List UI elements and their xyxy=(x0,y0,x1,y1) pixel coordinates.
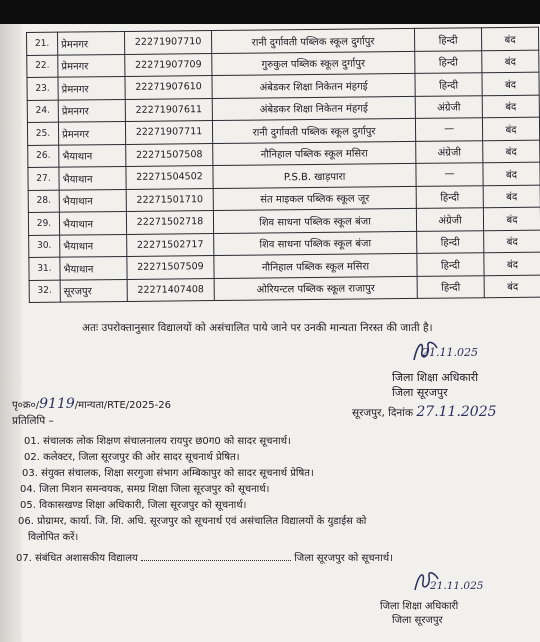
blank-line xyxy=(141,560,291,561)
cell-medium: अंग्रेजी xyxy=(416,208,483,231)
cell-sno: 24. xyxy=(27,100,58,123)
cell-name: P.S.B. खाड़पारा xyxy=(213,163,416,188)
cell-status: बंद xyxy=(483,140,540,163)
cell-medium: हिन्दी xyxy=(415,50,482,73)
cell-sno: 23. xyxy=(27,77,58,100)
copy-item-5: 05. विकासखण्ड शिक्षा अधिकारी, जिला सूरजपुर को सूचनार्थ। xyxy=(20,500,247,511)
copy-item-7-tail: जिला सूरजपुर को सूचनार्थ। xyxy=(294,553,393,564)
officer-district-2: जिला सूरजपुर xyxy=(392,615,443,626)
cell-name: गुरुकुल पब्लिक स्कूल दुर्गापुर xyxy=(212,51,415,76)
table-row xyxy=(29,275,540,303)
cell-name: अंबेडकर शिक्षा निकेतन मंहगई xyxy=(212,96,415,121)
cell-status: बंद xyxy=(482,72,539,95)
cell-medium: हिन्दी xyxy=(417,275,484,298)
cell-name: रानी दुर्गावती पब्लिक स्कूल दुर्गापुर xyxy=(212,118,415,143)
cell-udise: 22271907711 xyxy=(125,121,212,144)
cell-udise: 22271507508 xyxy=(126,143,213,166)
cell-sno: 22. xyxy=(27,55,58,78)
cell-status: बंद xyxy=(483,185,540,208)
cell-udise: 22271907709 xyxy=(125,53,212,76)
signature-date-1: 21.11.025 xyxy=(422,346,478,359)
cell-block: भैयाथान xyxy=(60,256,127,279)
cell-name: अंबेडकर शिक्षा निकेतन मंहगई xyxy=(212,73,415,98)
cell-status: बंद xyxy=(483,207,540,230)
school-table xyxy=(26,27,540,303)
place-date-label: सूरजपुर, दिनांक xyxy=(352,407,414,419)
cell-udise: 22271502718 xyxy=(126,211,213,234)
reference-prefix: पृ०क्र०/ xyxy=(12,400,40,411)
cell-block: भैयाथान xyxy=(60,234,127,257)
cell-name: शिव साधना पब्लिक स्कूल बंजा xyxy=(214,231,417,256)
copy-item-4: 04. जिला मिशन समन्वयक, समग्र शिक्षा जिला सूरजपुर को सूचनार्थ। xyxy=(20,484,270,495)
cell-status: बंद xyxy=(484,230,540,253)
cell-medium: हिन्दी xyxy=(417,230,484,253)
cell-udise: 22271407408 xyxy=(127,278,214,301)
cell-udise: 22271504502 xyxy=(126,166,213,189)
cell-medium: — xyxy=(416,163,483,186)
cell-sno: 25. xyxy=(27,122,58,145)
copy-item-3: 03. संयुक्त संचालक, शिक्षा सरगुजा संभाग अम्बिकापुर को सादर सूचनार्थ प्रेषित। xyxy=(22,468,314,479)
cancellation-statement: अतः उपरोक्तानुसार विद्यालयों को असंचालित पाये जाने पर उनकी मान्यता निरस्त की जाती है। xyxy=(82,322,433,334)
cell-name: ओरियन्टल पब्लिक स्कूल राजापुर xyxy=(214,276,417,301)
cell-name: रानी दुर्गावती पब्लिक स्कूल दुर्गापुर xyxy=(211,28,414,53)
cell-status: बंद xyxy=(482,95,539,118)
cell-sno: 30. xyxy=(29,235,60,258)
cell-medium: अंग्रेजी xyxy=(415,95,482,118)
cell-status: बंद xyxy=(483,162,540,185)
cell-sno: 27. xyxy=(28,167,59,190)
reference-handwritten-number: 9119 xyxy=(39,396,75,412)
cell-sno: 26. xyxy=(28,145,59,168)
cell-name: संत माइकल पब्लिक स्कूल जूर xyxy=(213,186,416,211)
reference-suffix: /मान्यता/RTE/2025-26 xyxy=(74,400,171,411)
cell-udise: 22271507509 xyxy=(127,256,214,279)
officer-designation-1: जिला शिक्षा अधिकारी xyxy=(392,371,479,384)
cell-status: बंद xyxy=(484,275,540,298)
cell-udise: 22271907611 xyxy=(125,98,212,121)
cell-block: प्रेमनगर xyxy=(58,54,125,77)
copy-item-1: 01. संचालक लोक शिक्षण संचालनालय रायपुर छ0ग0 को सादर सूचनार्थ। xyxy=(24,436,291,447)
cell-name: शिव साधना पब्लिक स्कूल बंजा xyxy=(213,208,416,233)
copy-item-6: 06. प्रोग्रामर, कार्या. जि. शि. अधि. सूरजपुर को सूचनार्थ एवं असंचालित विद्यालयों के युडाईस को xyxy=(18,516,367,527)
cell-medium: अंग्रेजी xyxy=(416,140,483,163)
cell-block: प्रेमनगर xyxy=(58,31,125,54)
cell-medium: हिन्दी xyxy=(416,185,483,208)
place-date xyxy=(352,404,497,420)
cell-medium: हिन्दी xyxy=(414,28,481,51)
copy-item-2: 02. कलेक्टर, जिला सूरजपुर की ओर सादर सूचनार्थ प्रेषित। xyxy=(24,452,240,463)
copy-item-7 xyxy=(16,550,393,564)
cell-block: भैयाथान xyxy=(59,189,126,212)
cell-block: भैयाथान xyxy=(59,144,126,167)
cell-name: नौनिहाल पब्लिक स्कूल मसिरा xyxy=(213,141,416,166)
cell-udise: 22271907710 xyxy=(124,31,211,54)
cell-medium: हिन्दी xyxy=(415,73,482,96)
cell-sno: 29. xyxy=(28,212,59,235)
cell-block: प्रेमनगर xyxy=(58,76,125,99)
cell-block: प्रेमनगर xyxy=(58,99,125,122)
cell-block: भैयाथान xyxy=(59,211,126,234)
cell-status: बंद xyxy=(484,252,540,275)
officer-district-1: जिला सूरजपुर xyxy=(392,386,448,399)
officer-designation-2: जिला शिक्षा अधिकारी xyxy=(380,601,459,612)
cell-udise: 22271907610 xyxy=(125,76,212,99)
cell-sno: 32. xyxy=(29,280,60,303)
cell-status: बंद xyxy=(482,50,539,73)
cell-status: बंद xyxy=(482,117,539,140)
cell-medium: — xyxy=(415,118,482,141)
cell-block: प्रेमनगर xyxy=(58,121,125,144)
cell-name: नौनिहाल पब्लिक स्कूल मसिरा xyxy=(214,253,417,278)
cell-sno: 28. xyxy=(28,190,59,213)
cell-status: बंद xyxy=(481,27,538,50)
cell-block: भैयाथान xyxy=(59,166,126,189)
copy-item-7-text: 07. संबंधित अशासकीय विद्यालय xyxy=(16,553,138,564)
cell-block: सूरजपुर xyxy=(60,279,127,302)
copy-item-6-cont: विलोपित करें। xyxy=(28,532,79,543)
copy-to-label: प्रतिलिपि – xyxy=(12,415,54,427)
reference-number xyxy=(12,396,171,412)
cell-sno: 31. xyxy=(29,257,60,280)
handwritten-date: 27.11.2025 xyxy=(416,404,497,420)
cell-udise: 22271501710 xyxy=(126,188,213,211)
school-table-body xyxy=(27,27,540,302)
cell-udise: 22271502717 xyxy=(127,233,214,256)
cell-sno: 21. xyxy=(27,32,58,55)
cell-medium: हिन्दी xyxy=(417,253,484,276)
top-dark-strip xyxy=(0,0,540,24)
signature-date-2: 21.11.025 xyxy=(430,580,484,592)
